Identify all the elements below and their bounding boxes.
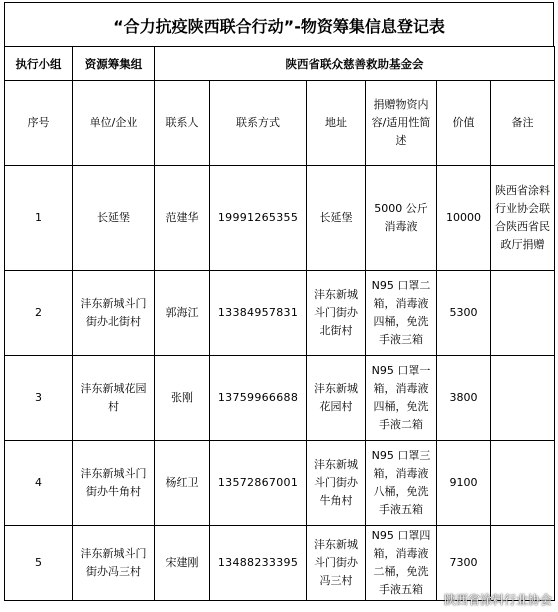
cell-note: 陕西省涂料行业协会联合陕西省民政厅捐赠 bbox=[491, 166, 555, 271]
cell-unit: 沣东新城斗门街办北街村 bbox=[73, 271, 155, 356]
cell-no: 5 bbox=[5, 526, 73, 601]
cell-address: 沣东新城斗门街办北街村 bbox=[307, 271, 366, 356]
cell-phone: 13759966688 bbox=[210, 356, 307, 441]
cell-value: 10000 bbox=[437, 166, 491, 271]
cell-value: 9100 bbox=[437, 441, 491, 526]
cell-address: 沣东新城斗门街办牛角村 bbox=[307, 441, 366, 526]
cell-content: 5000 公斤消毒液 bbox=[366, 166, 437, 271]
cell-value: 5300 bbox=[437, 271, 491, 356]
header-content: 捐赠物资内容/适用性简述 bbox=[366, 81, 437, 166]
header-row bbox=[5, 81, 555, 166]
header-phone: 联系方式 bbox=[210, 81, 307, 166]
cell-content: N95 口罩四箱，消毒液二桶，免洗手液五箱 bbox=[366, 526, 437, 601]
header-note: 备注 bbox=[491, 81, 555, 166]
cell-note bbox=[491, 271, 555, 356]
cell-contact: 张刚 bbox=[155, 356, 210, 441]
cell-unit: 沣东新城斗门街办冯三村 bbox=[73, 526, 155, 601]
cell-no: 4 bbox=[5, 441, 73, 526]
cell-unit: 长延堡 bbox=[73, 166, 155, 271]
cell-address: 沣东新城花园村 bbox=[307, 356, 366, 441]
cell-no: 1 bbox=[5, 166, 73, 271]
cell-phone: 19991265355 bbox=[210, 166, 307, 271]
cell-value: 7300 bbox=[437, 526, 491, 601]
table-row bbox=[5, 441, 555, 526]
cell-phone: 13488233395 bbox=[210, 526, 307, 601]
cell-address: 沣东新城斗门街办冯三村 bbox=[307, 526, 366, 601]
group-row bbox=[5, 47, 555, 81]
header-value: 价值 bbox=[437, 81, 491, 166]
cell-address: 长延堡 bbox=[307, 166, 366, 271]
cell-unit: 沣东新城斗门街办牛角村 bbox=[73, 441, 155, 526]
cell-content: N95 口罩二箱，消毒液四桶，免洗手液三箱 bbox=[366, 271, 437, 356]
cell-phone: 13384957831 bbox=[210, 271, 307, 356]
cell-content: N95 口罩三箱，消毒液八桶，免洗手液五箱 bbox=[366, 441, 437, 526]
header-no: 序号 bbox=[5, 81, 73, 166]
cell-contact: 郭海江 bbox=[155, 271, 210, 356]
header-address: 地址 bbox=[307, 81, 366, 166]
cell-no: 3 bbox=[5, 356, 73, 441]
cell-contact: 范建华 bbox=[155, 166, 210, 271]
cell-value: 3800 bbox=[437, 356, 491, 441]
cell-content: N95 口罩一箱，消毒液四桶，免洗手液二箱 bbox=[366, 356, 437, 441]
header-unit: 单位/企业 bbox=[73, 81, 155, 166]
table-row bbox=[5, 271, 555, 356]
table-row bbox=[5, 526, 555, 601]
cell-unit: 沣东新城花园村 bbox=[73, 356, 155, 441]
org-name: 陕西省联众慈善救助基金会 bbox=[155, 47, 555, 81]
group-label: 执行小组 bbox=[5, 47, 73, 81]
registration-table bbox=[4, 46, 555, 601]
cell-phone: 13572867001 bbox=[210, 441, 307, 526]
cell-note bbox=[491, 526, 555, 601]
page-title: “合力抗疫陕西联合行动”-物资筹集信息登记表 bbox=[4, 2, 554, 47]
cell-contact: 杨红卫 bbox=[155, 441, 210, 526]
cell-no: 2 bbox=[5, 271, 73, 356]
watermark: 陕西省涂料行业协会 bbox=[443, 593, 552, 607]
cell-contact: 宋建刚 bbox=[155, 526, 210, 601]
table-row bbox=[5, 166, 555, 271]
cell-note bbox=[491, 356, 555, 441]
table-row bbox=[5, 356, 555, 441]
resource-group-label: 资源筹集组 bbox=[73, 47, 155, 81]
cell-note bbox=[491, 441, 555, 526]
header-contact: 联系人 bbox=[155, 81, 210, 166]
